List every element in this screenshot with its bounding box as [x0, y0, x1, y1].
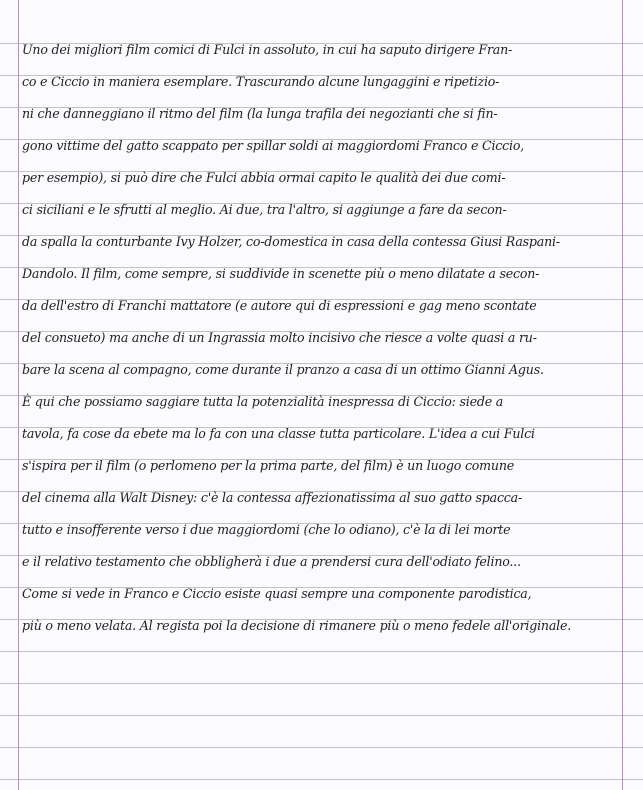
- text-line: Come si vede in Franco e Ciccio esiste quasi sempre una componente parodistica,: [22, 586, 532, 601]
- right-margin-line: [622, 0, 623, 790]
- text-line: da dell'estro di Franchi mattatore (e autore qui di espressioni e gag meno scontate: [22, 298, 537, 313]
- text-line: del consueto) ma anche di un Ingrassia molto incisivo che riesce a volte quasi a ru-: [22, 330, 537, 345]
- text-line: È qui che possiamo saggiare tutta la potenzialità inespressa di Ciccio: siede a: [22, 394, 504, 409]
- text-line: da spalla la conturbante Ivy Holzer, co-domestica in casa della contessa Giusi Raspani-: [22, 234, 560, 249]
- text-line: co e Ciccio in maniera esemplare. Trascurando alcune lungaggini e ripetizio-: [22, 74, 500, 89]
- left-margin-line: [18, 0, 19, 790]
- text-line: per esempio), si può dire che Fulci abbia ormai capito le qualità dei due comi-: [22, 170, 506, 185]
- handwritten-text: [22, 34, 620, 642]
- text-line: bare la scena al compagno, come durante il pranzo a casa di un ottimo Gianni Agus.: [22, 362, 544, 377]
- text-line: del cinema alla Walt Disney: c'è la contessa affezionatissima al suo gatto spacca-: [22, 490, 523, 505]
- text-line: tutto e insofferente verso i due maggiordomi (che lo odiano), c'è la di lei morte: [22, 522, 511, 537]
- text-line: Dandolo. Il film, come sempre, si suddivide in scenette più o meno dilatate a secon-: [22, 266, 540, 281]
- text-line: più o meno velata. Al regista poi la decisione di rimanere più o meno fedele all'originale.: [22, 618, 572, 633]
- text-line: s'ispira per il film (o perlomeno per la prima parte, del film) è un luogo comune: [22, 458, 515, 473]
- text-line: tavola, fa cose da ebete ma lo fa con una classe tutta particolare. L'idea a cui Fulci: [22, 426, 535, 441]
- text-line: ci siciliani e le sfrutti al meglio. Ai due, tra l'altro, si aggiunge a fare da secon-: [22, 202, 507, 217]
- text-line: e il relativo testamento che obbligherà i due a prendersi cura dell'odiato felino...: [22, 554, 521, 569]
- text-line: gono vittime del gatto scappato per spillar soldi ai maggiordomi Franco e Ciccio,: [22, 138, 525, 153]
- text-line: ni che danneggiano il ritmo del film (la lunga trafila dei negozianti che si fin-: [22, 106, 498, 121]
- text-line: Uno dei migliori film comici di Fulci in assoluto, in cui ha saputo dirigere Fran-: [22, 42, 513, 57]
